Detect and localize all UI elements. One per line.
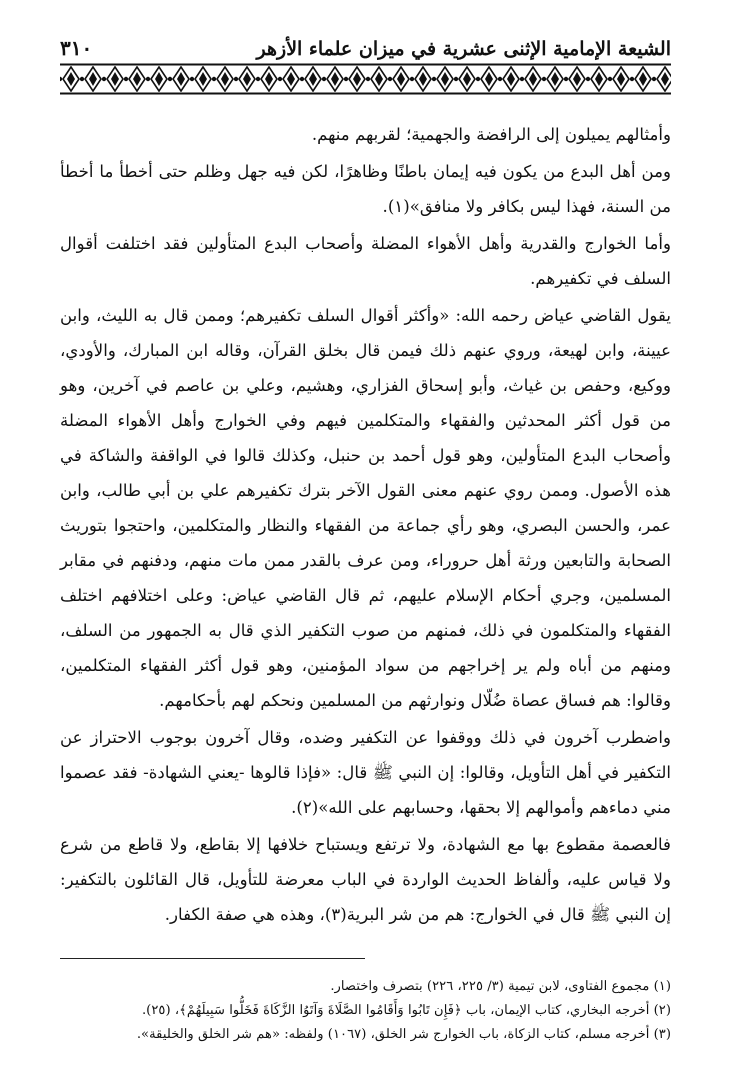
footnote: (١) مجموع الفتاوى، لابن تيمية (٣/ ٢٢٥، ٢٢٦) بتصرف واختصار.	[330, 979, 671, 994]
footnote-separator	[60, 958, 365, 959]
paragraph: فالعصمة مقطوع بها مع الشهادة، ولا ترتفع ويستباح خلافها إلا بقاطع، ولا قاطع من شرع ولا قياس عليه، وألفاظ الحديث الواردة في الباب معرضة للتأويل، قال القائلون بالتكفير: إن النبي ﷺ قال في الخوارج: هم من شر البرية(٣)، وهذه هي صفة الكفار.	[60, 835, 671, 924]
page-header	[60, 0, 671, 60]
page-number: ٣١٠	[60, 36, 93, 60]
paragraph: واضطرب آخرون في ذلك ووقفوا عن التكفير وضده، وقال آخرون بوجوب الاحتراز عن التكفير في أهل التأويل، وقالوا: إن النبي ﷺ قال: «فإذا قالوها -يعني الشهادة- فقد عصموا مني دماءهم وأموالهم إلا بحقها، وحسابهم على الله»(٢).	[60, 728, 671, 817]
footnote: (٣) أخرجه مسلم، كتاب الزكاة، باب الخوارج شر الخلق، (١٠٦٧) ولفظه: «هم شر الخلق والخليقة».	[136, 1027, 671, 1042]
footnotes	[60, 975, 671, 1047]
paragraph: يقول القاضي عياض رحمه الله: «وأكثر أقوال السلف تكفيرهم؛ وممن قال به الليث، وابن عيينة، وابن لهيعة، وروي عنهم ذلك فيمن قال بخلق القرآن، وقاله ابن المبارك، والأودي، ووكيع، وحفص بن غياث، وأبو إسحاق الفزاري، وهشيم، وعلي بن عاصم في آخرين، وهو من قول أكثر المحدثين والفقهاء والمتكلمين فيهم وفي الخوارج وأهل الأهواء المضلة وأصحاب البدع المتأولين، وهو قول أحمد بن حنبل، وكذلك قالوا في الواقفة والشاكة في هذه الأصول. وممن روي عنهم معنى القول الآخر بترك تكفيرهم علي بن أبي طالب، وابن عمر، والحسن البصري، وهو رأي جماعة من الفقهاء والنظار والمتكلمين، واحتجوا بتوريث الصحابة والتابعين ورثة أهل حروراء، ومن عرف بالقدر ممن مات منهم، ودفنهم في مقابر المسلمين، وجري أحكام الإسلام عليهم، ثم قال القاضي عياض: وعلى اختلافهم اختلف الفقهاء والمتكلمون في ذلك، فمنهم من صوب التكفير الذي قال به الجمهور من السلف، ومنهم من أباه ولم ير إخراجهم من سواد المؤمنين، وهو قول أكثر الفقهاء المتكلمين، وقالوا: هم فساق عصاة ضُلّال ونوارثهم من المسلمين ونحكم لهم بأحكامهم.	[60, 306, 671, 710]
paragraph: وأما الخوارج والقدرية وأهل الأهواء المضلة وأصحاب البدع المتأولين فقد اختلفت أقوال السلف في تكفيرهم.	[60, 234, 671, 288]
paragraph: وأمثالهم يميلون إلى الرافضة والجهمية؛ لقربهم منهم.	[311, 125, 671, 144]
running-title: الشيعة الإمامية الإثنى عشرية في ميزان علماء الأزهر	[256, 38, 671, 60]
paragraph: ومن أهل البدع من يكون فيه إيمان باطنًا وظاهرًا، لكن فيه جهل وظلم حتى أخطأ ما أخطأ من السنة، فهذا ليس بكافر ولا منافق»(١).	[60, 162, 671, 216]
main-text	[60, 117, 671, 932]
footnote: (٢) أخرجه البخاري، كتاب الإيمان، باب ﴿فَإِن تَابُوا وَأَقَامُوا الصَّلَاةَ وَآتَوُا الزَّكَاةَ فَخَلُّوا سَبِيلَهُمْ﴾، (٢٥).	[141, 1003, 671, 1018]
decorative-border-ornament	[60, 63, 671, 95]
